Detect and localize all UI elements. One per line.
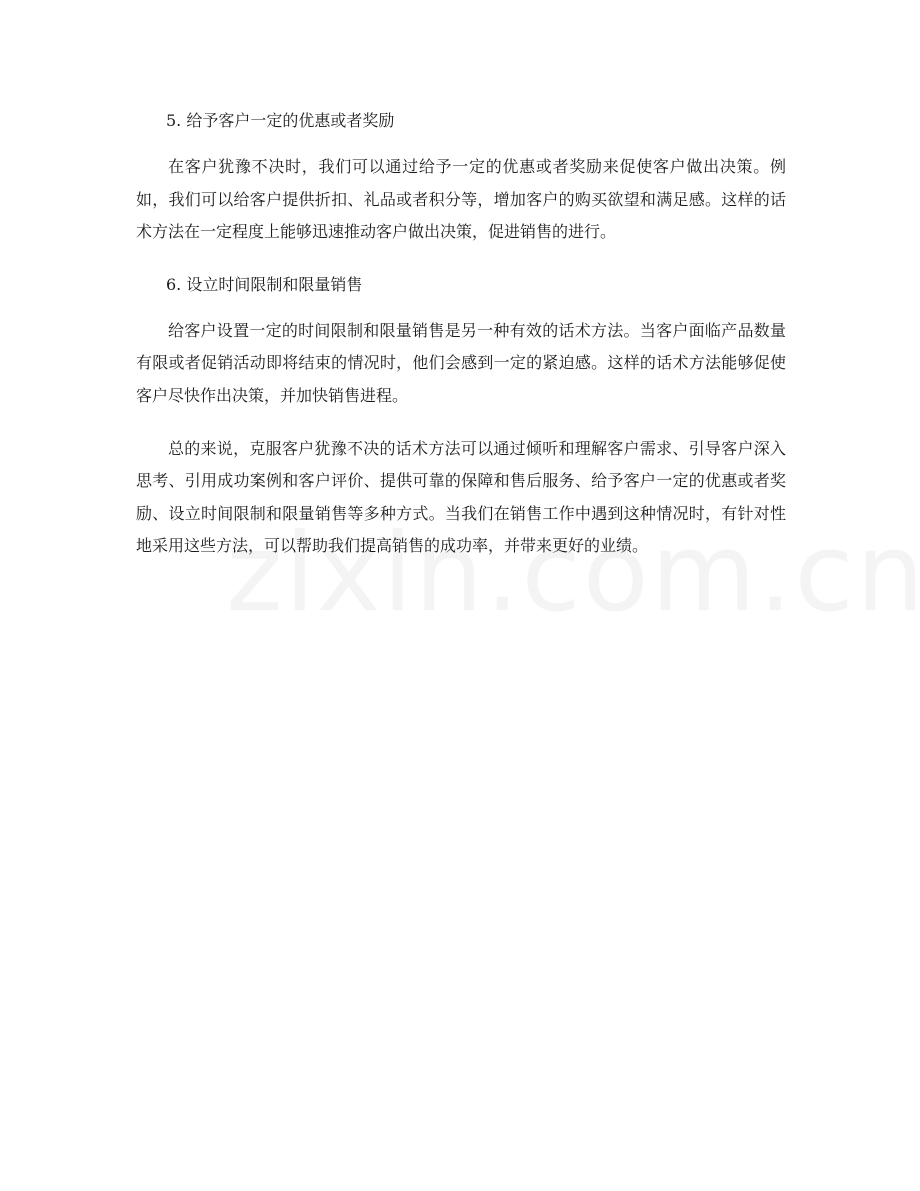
section-paragraph-6: 给客户设置一定的时间限制和限量销售是另一种有效的话术方法。当客户面临产品数量有限或者促销活动即将结束的情况时，他们会感到一定的紧迫感。这样的话术方法能够促使客户尽快作出决策，并加快销售进程。 <box>136 320 786 405</box>
document-body <box>136 105 786 563</box>
section-heading-6: 6. 设立时间限制和限量销售 <box>166 274 363 294</box>
conclusion-paragraph: 总的来说，克服客户犹豫不决的话术方法可以通过倾听和理解客户需求、引导客户深入思考、引用成功案例和客户评价、提供可靠的保障和售后服务、给予客户一定的优惠或者奖励、设立时间限制和限量销售等多种方式。当我们在销售工作中遇到这种情况时，有针对性地采用这些方法，可以帮助我们提高销售的成功率，并带来更好的业绩。 <box>136 438 786 556</box>
section-heading-5: 5. 给予客户一定的优惠或者奖励 <box>166 111 395 130</box>
section-paragraph-5: 在客户犹豫不决时，我们可以通过给予一定的优惠或者奖励来促使客户做出决策。例如，我们可以给客户提供折扣、礼品或者积分等，增加客户的购买欲望和满足感。这样的话术方法在一定程度上能够迅速推动客户做出决策，促进销售的进行。 <box>136 157 786 242</box>
